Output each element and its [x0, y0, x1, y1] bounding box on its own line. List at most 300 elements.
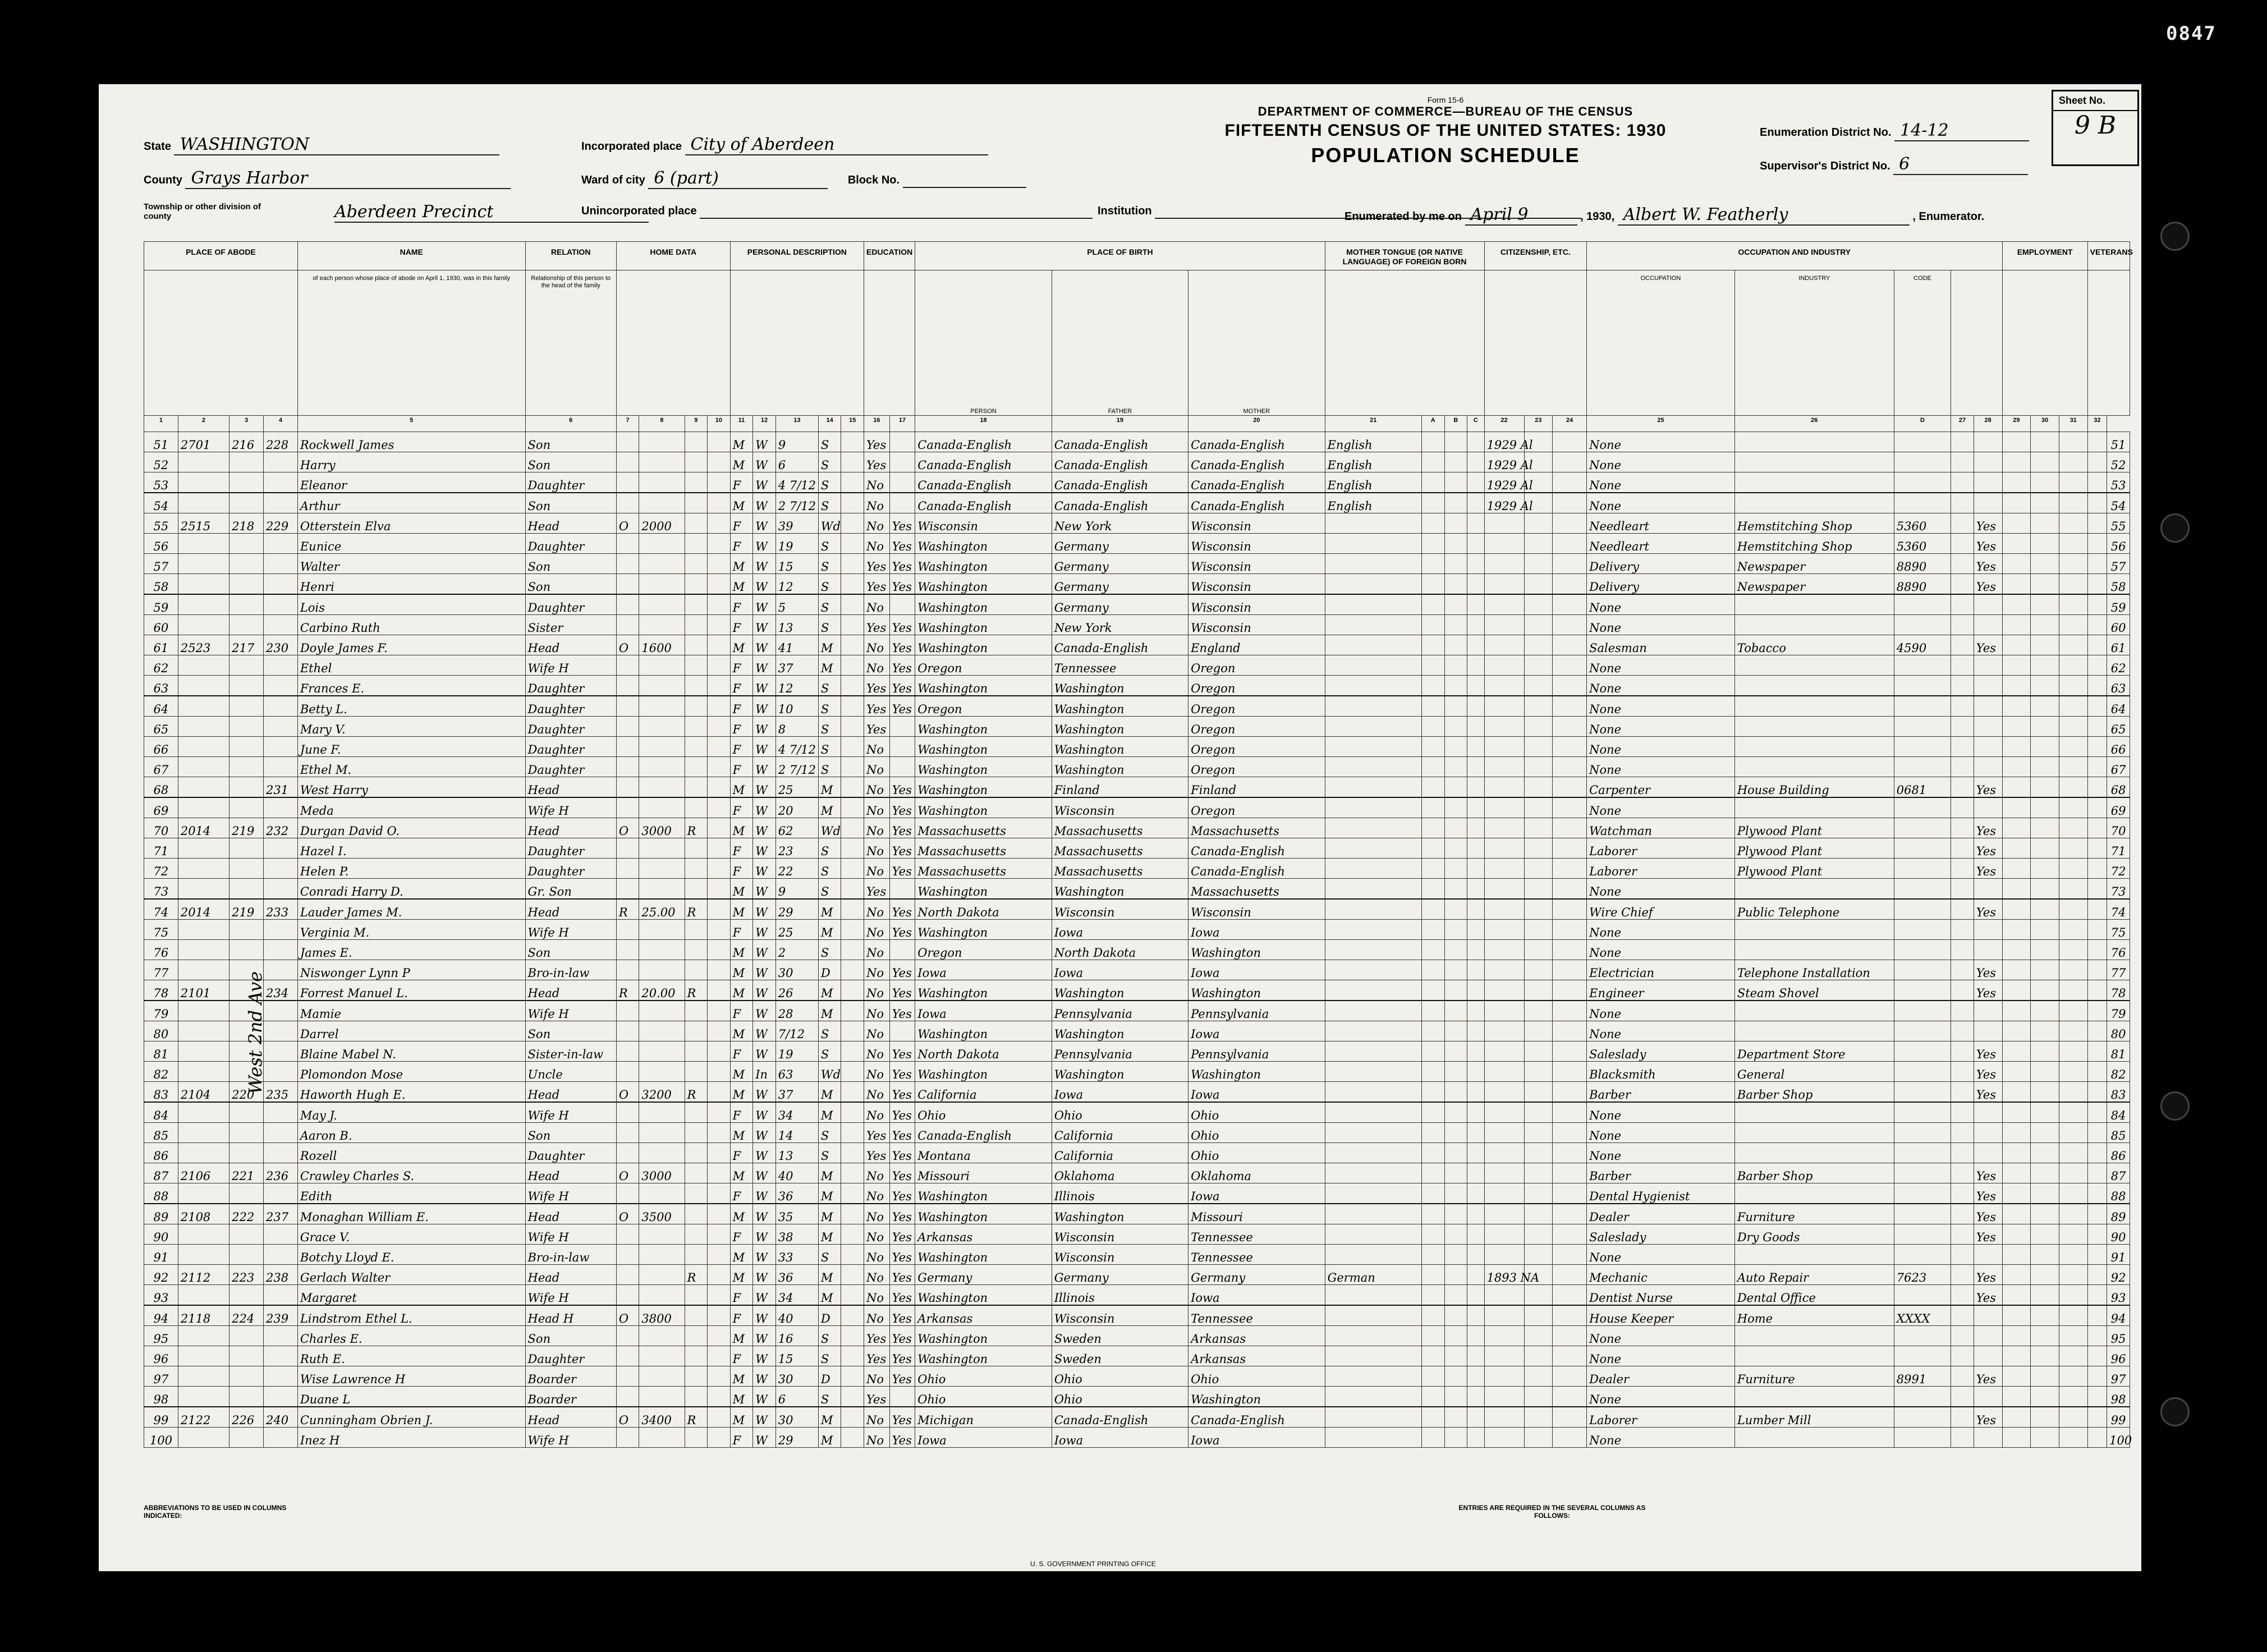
cell-empty: [708, 1183, 731, 1204]
cell-bp: Washington: [915, 574, 1052, 595]
cell-radio: [685, 1245, 708, 1265]
cell-ind: Hemstitching Shop: [1734, 513, 1894, 534]
cell-work: Yes: [1974, 777, 2002, 798]
cell-read: [889, 594, 915, 615]
cell-code: [1894, 757, 1951, 777]
cell-empty: [1422, 737, 1445, 757]
cell-empty: [2031, 1245, 2059, 1265]
table-row: [144, 859, 2130, 879]
cell-empty: [2031, 757, 2059, 777]
cell-tongue: [1325, 777, 1421, 798]
incorporated-label: Incorporated place: [581, 140, 682, 153]
cell-age: 5: [775, 594, 818, 615]
cell-empty: [1467, 635, 1484, 655]
cell-empty: [708, 554, 731, 574]
cell-read: Yes: [889, 554, 915, 574]
cell-house: [178, 1021, 229, 1041]
cell-ln: 93: [144, 1285, 178, 1306]
cell-fam: [263, 1285, 297, 1306]
cell-fam: [263, 1224, 297, 1245]
cell-bp: Washington: [915, 1245, 1052, 1265]
cell-empty: [2087, 1407, 2107, 1428]
cell-empty: [1444, 1183, 1467, 1204]
cell-name: Lindstrom Ethel L.: [297, 1305, 525, 1326]
cell-rel: Son: [525, 554, 616, 574]
column-number: D: [1894, 416, 1951, 432]
cell-bpf: Germany: [1052, 594, 1188, 615]
cell-line-number-right: 78: [2107, 980, 2130, 1001]
cell-empty: [2087, 1163, 2107, 1183]
cell-work: Yes: [1974, 960, 2002, 980]
cell-tenure: [616, 777, 639, 798]
cell-age: 29: [775, 899, 818, 920]
cell-rel: Wife H: [525, 1183, 616, 1204]
cell-dw: [230, 574, 264, 595]
cell-cit: [1484, 777, 1524, 798]
cell-radio: [685, 797, 708, 818]
cell-empty: [1951, 737, 1974, 757]
cell-cit: 1929 Al: [1484, 472, 1524, 493]
cell-bpf: Oklahoma: [1052, 1163, 1188, 1183]
cell-rel: Daughter: [525, 696, 616, 717]
cell-tenure: [616, 472, 639, 493]
cell-empty: [708, 960, 731, 980]
cell-read: Yes: [889, 1245, 915, 1265]
cell-school: No: [864, 1366, 890, 1387]
cell-empty: [1553, 1021, 1587, 1041]
cell-age: 4 7/12: [775, 472, 818, 493]
cell-empty: [1467, 1082, 1484, 1103]
cell-sex: M: [730, 940, 753, 960]
cell-tongue: [1325, 879, 1421, 900]
cell-empty: [2002, 980, 2031, 1001]
cell-empty: [2087, 777, 2107, 798]
cell-occ: Dealer: [1587, 1366, 1735, 1387]
cell-empty: [841, 1245, 864, 1265]
cell-empty: [1951, 1123, 1974, 1143]
table-row: [144, 737, 2130, 757]
cell-empty: [2002, 594, 2031, 615]
cell-race: W: [753, 534, 776, 554]
cell-school: No: [864, 1102, 890, 1123]
cell-rel: Son: [525, 1123, 616, 1143]
cell-read: Yes: [889, 615, 915, 635]
cell-tongue: [1325, 1428, 1421, 1448]
cell-empty: [2031, 534, 2059, 554]
cell-code: [1894, 615, 1951, 635]
cell-bpf: Pennsylvania: [1052, 1041, 1188, 1062]
cell-bpf: Illinois: [1052, 1183, 1188, 1204]
cell-bpf: Tennessee: [1052, 655, 1188, 676]
cell-age: 14: [775, 1123, 818, 1143]
cell-age: 4 7/12: [775, 737, 818, 757]
cell-bpf: Canada-English: [1052, 493, 1188, 513]
cell-value: [639, 594, 685, 615]
cell-house: [178, 1041, 229, 1062]
cell-bpf: Massachusetts: [1052, 859, 1188, 879]
cell-radio: [685, 534, 708, 554]
cell-empty: [2087, 696, 2107, 717]
cell-empty: [1422, 1245, 1445, 1265]
cell-empty: [1553, 1163, 1587, 1183]
name-description: of each person whose place of abode on April 1, 1930, was in this family: [297, 270, 525, 416]
cell-bpm: Massachusetts: [1188, 818, 1325, 838]
cell-empty: [841, 717, 864, 737]
cell-tenure: [616, 1001, 639, 1021]
cell-empty: [1444, 1082, 1467, 1103]
cell-work: Yes: [1974, 1183, 2002, 1204]
cell-empty: [1951, 1265, 1974, 1285]
cell-tenure: [616, 1245, 639, 1265]
cell-empty: [1422, 1305, 1445, 1326]
cell-code: [1894, 1387, 1951, 1407]
cell-name: Botchy Lloyd E.: [297, 1245, 525, 1265]
cell-cit: 1929 Al: [1484, 432, 1524, 452]
cell-line-number-right: 63: [2107, 676, 2130, 696]
cell-ln: 87: [144, 1163, 178, 1183]
cell-race: W: [753, 1224, 776, 1245]
cell-school: No: [864, 472, 890, 493]
cell-line-number-right: 95: [2107, 1326, 2130, 1346]
cell-fam: 235: [263, 1082, 297, 1103]
cell-house: [178, 1143, 229, 1163]
cell-dw: [230, 879, 264, 900]
cell-empty: [1524, 777, 1553, 798]
cell-empty: [1553, 960, 1587, 980]
cell-empty: [1524, 797, 1553, 818]
cell-occ: None: [1587, 1428, 1735, 1448]
cell-empty: [2059, 1001, 2087, 1021]
cell-empty: [841, 1366, 864, 1387]
cell-occ: Saleslady: [1587, 1041, 1735, 1062]
cell-dw: [230, 838, 264, 859]
cell-rel: Daughter: [525, 472, 616, 493]
cell-empty: [708, 717, 731, 737]
cell-empty: [841, 635, 864, 655]
cell-tenure: [616, 1123, 639, 1143]
cell-ind: Dry Goods: [1734, 1224, 1894, 1245]
cell-bpm: Oregon: [1188, 757, 1325, 777]
cell-bp: Massachusetts: [915, 838, 1052, 859]
cell-empty: [2002, 1021, 2031, 1041]
column-number: 19: [1052, 416, 1188, 432]
cell-read: Yes: [889, 696, 915, 717]
cell-tenure: [616, 1062, 639, 1082]
cell-empty: [1467, 696, 1484, 717]
cell-bpf: Iowa: [1052, 960, 1188, 980]
cell-tongue: [1325, 1285, 1421, 1306]
table-row: [144, 1102, 2130, 1123]
column-number: A: [1422, 416, 1445, 432]
cell-value: [639, 574, 685, 595]
cell-bpm: Oregon: [1188, 717, 1325, 737]
cell-sex: F: [730, 797, 753, 818]
cell-bpm: Oregon: [1188, 737, 1325, 757]
cell-empty: [2031, 1407, 2059, 1428]
column-number-row: [144, 416, 2130, 432]
cell-empty: [1422, 899, 1445, 920]
cell-bpm: Oregon: [1188, 655, 1325, 676]
cell-empty: [1422, 777, 1445, 798]
cell-empty: [1553, 980, 1587, 1001]
cell-school: No: [864, 737, 890, 757]
cell-tongue: [1325, 717, 1421, 737]
cell-radio: [685, 676, 708, 696]
census-title: FIFTEENTH CENSUS OF THE UNITED STATES: 1930: [1224, 121, 1667, 140]
cell-empty: [841, 797, 864, 818]
cell-ms: M: [818, 1224, 841, 1245]
cell-empty: [1444, 574, 1467, 595]
cell-bpf: Wisconsin: [1052, 797, 1188, 818]
cell-empty: [2059, 1021, 2087, 1041]
population-table: [144, 241, 2133, 1448]
cell-dw: [230, 1387, 264, 1407]
cell-read: Yes: [889, 1224, 915, 1245]
cell-race: W: [753, 838, 776, 859]
cell-cit: [1484, 635, 1524, 655]
cell-age: 13: [775, 615, 818, 635]
cell-empty: [2002, 1428, 2031, 1448]
cell-tongue: English: [1325, 452, 1421, 472]
cell-bp: Washington: [915, 1326, 1052, 1346]
cell-ln: 63: [144, 676, 178, 696]
cell-empty: [1951, 859, 1974, 879]
cell-empty: [1422, 1021, 1445, 1041]
cell-occ: Salesman: [1587, 635, 1735, 655]
schedule-title: POPULATION SCHEDULE: [1311, 144, 1580, 167]
cell-empty: [1422, 1143, 1445, 1163]
cell-bpf: Wisconsin: [1052, 899, 1188, 920]
citizenship-subcols: [1484, 270, 1587, 416]
cell-dw: [230, 1428, 264, 1448]
cell-empty: [1951, 1224, 1974, 1245]
cell-race: W: [753, 818, 776, 838]
sheet-label: Sheet No.: [2053, 91, 2137, 111]
cell-school: No: [864, 655, 890, 676]
cell-read: Yes: [889, 899, 915, 920]
cell-empty: [1553, 1224, 1587, 1245]
cell-house: 2104: [178, 1082, 229, 1103]
cell-tongue: [1325, 1305, 1421, 1326]
cell-value: [639, 960, 685, 980]
cell-tongue: [1325, 1224, 1421, 1245]
cell-empty: [2087, 1326, 2107, 1346]
cell-tenure: [616, 879, 639, 900]
cell-empty: [708, 635, 731, 655]
cell-empty: [1951, 1204, 1974, 1224]
census-title-block: [1165, 95, 1726, 167]
cell-code: [1894, 717, 1951, 737]
cell-empty: [2031, 1387, 2059, 1407]
cell-ind: [1734, 594, 1894, 615]
cell-bpm: Germany: [1188, 1265, 1325, 1285]
cell-empty: [1553, 1183, 1587, 1204]
cell-empty: [1553, 493, 1587, 513]
cell-empty: [708, 1346, 731, 1366]
cell-line-number-right: 73: [2107, 879, 2130, 900]
cell-name: Wise Lawrence H: [297, 1366, 525, 1387]
cell-tongue: [1325, 635, 1421, 655]
cell-ms: S: [818, 676, 841, 696]
cell-empty: [1553, 1346, 1587, 1366]
state-value: WASHINGTON: [174, 135, 499, 155]
cell-name: Doyle James F.: [297, 635, 525, 655]
cell-rel: Son: [525, 432, 616, 452]
cell-empty: [1524, 1346, 1553, 1366]
table-row: [144, 960, 2130, 980]
home-data-subcols: [616, 270, 730, 416]
column-number: 1: [144, 416, 178, 432]
cell-empty: [1422, 1407, 1445, 1428]
cell-empty: [2087, 676, 2107, 696]
cell-empty: [841, 696, 864, 717]
cell-empty: [1467, 1062, 1484, 1082]
cell-house: 2014: [178, 899, 229, 920]
cell-empty: [1951, 1245, 1974, 1265]
cell-empty: [1524, 635, 1553, 655]
cell-race: W: [753, 676, 776, 696]
cell-line-number-right: 89: [2107, 1204, 2130, 1224]
cell-ind: [1734, 757, 1894, 777]
cell-empty: [1467, 1204, 1484, 1224]
institution-label: Institution: [1098, 205, 1152, 217]
cell-ind: Newspaper: [1734, 554, 1894, 574]
cell-empty: [2002, 737, 2031, 757]
cell-age: 9: [775, 879, 818, 900]
cell-fam: 231: [263, 777, 297, 798]
cell-empty: [708, 1366, 731, 1387]
cell-empty: [1467, 1163, 1484, 1183]
cell-cit: [1484, 717, 1524, 737]
cell-occ: None: [1587, 472, 1735, 493]
cell-ln: 59: [144, 594, 178, 615]
cell-sex: M: [730, 1245, 753, 1265]
cell-rel: Bro-in-law: [525, 1245, 616, 1265]
sheet-value: 9 B: [2074, 111, 2117, 140]
cell-line-number-right: 70: [2107, 818, 2130, 838]
ward-label: Ward of city: [581, 174, 645, 186]
cell-empty: [2031, 717, 2059, 737]
cell-tenure: [616, 554, 639, 574]
cell-ms: S: [818, 1041, 841, 1062]
cell-occ: None: [1587, 717, 1735, 737]
cell-bpm: Washington: [1188, 1387, 1325, 1407]
cell-fam: [263, 1245, 297, 1265]
column-number: 8: [639, 416, 685, 432]
cell-empty: [1524, 534, 1553, 554]
cell-rel: Head: [525, 899, 616, 920]
cell-empty: [841, 960, 864, 980]
cell-race: W: [753, 1346, 776, 1366]
cell-empty: [1951, 1183, 1974, 1204]
cell-occ: None: [1587, 1102, 1735, 1123]
cell-rel: Head: [525, 777, 616, 798]
cell-empty: [1951, 534, 1974, 554]
cell-empty: [2059, 696, 2087, 717]
cell-bp: Iowa: [915, 960, 1052, 980]
cell-house: [178, 737, 229, 757]
cell-sex: M: [730, 777, 753, 798]
cell-empty: [2002, 920, 2031, 940]
column-number: 11: [730, 416, 753, 432]
cell-empty: [1553, 818, 1587, 838]
cell-bp: California: [915, 1082, 1052, 1103]
cell-ms: M: [818, 899, 841, 920]
enumerated-date: April 9: [1465, 205, 1577, 226]
cell-age: 6: [775, 452, 818, 472]
cell-house: [178, 717, 229, 737]
cell-cit: [1484, 1428, 1524, 1448]
cell-tenure: O: [616, 818, 639, 838]
township-value: Aberdeen Precinct: [334, 202, 649, 223]
cell-name: Durgan David O.: [297, 818, 525, 838]
cell-empty: [1524, 1123, 1553, 1143]
cell-empty: [1951, 1001, 1974, 1021]
cell-rel: Daughter: [525, 737, 616, 757]
cell-school: Yes: [864, 676, 890, 696]
cell-house: [178, 1224, 229, 1245]
cell-tenure: R: [616, 980, 639, 1001]
cell-line-number-right: 59: [2107, 594, 2130, 615]
cell-empty: [1951, 452, 1974, 472]
cell-school: Yes: [864, 615, 890, 635]
cell-tongue: [1325, 513, 1421, 534]
cell-empty: [1951, 574, 1974, 595]
cell-empty: [1467, 859, 1484, 879]
cell-fam: [263, 1346, 297, 1366]
cell-empty: [708, 879, 731, 900]
cell-line-number-right: 91: [2107, 1245, 2130, 1265]
cell-work: [1974, 1123, 2002, 1143]
cell-tongue: [1325, 1245, 1421, 1265]
unincorporated-label: Unincorporated place: [581, 205, 697, 217]
cell-work: [1974, 1102, 2002, 1123]
cell-ms: M: [818, 1285, 841, 1306]
cell-empty: [1524, 615, 1553, 635]
cell-empty: [841, 452, 864, 472]
cell-empty: [1951, 1407, 1974, 1428]
cell-empty: [708, 594, 731, 615]
cell-dw: 226: [230, 1407, 264, 1428]
cell-empty: [1444, 899, 1467, 920]
cell-rel: Bro-in-law: [525, 960, 616, 980]
table-row: [144, 1366, 2130, 1387]
cell-empty: [1444, 432, 1467, 452]
cell-ind: [1734, 737, 1894, 757]
column-number: 12: [753, 416, 776, 432]
cell-empty: [1444, 635, 1467, 655]
table-row: [144, 777, 2130, 798]
cell-cit: [1484, 1407, 1524, 1428]
cell-tenure: [616, 1021, 639, 1041]
cell-empty: [2059, 920, 2087, 940]
cell-bp: Ohio: [915, 1102, 1052, 1123]
cell-empty: [841, 432, 864, 452]
cell-age: 37: [775, 655, 818, 676]
cell-ind: [1734, 1001, 1894, 1021]
cell-age: 28: [775, 1001, 818, 1021]
cell-empty: [2002, 1224, 2031, 1245]
cell-bpf: Germany: [1052, 554, 1188, 574]
cell-empty: [2059, 1326, 2087, 1346]
cell-bpm: Canada-English: [1188, 493, 1325, 513]
cell-rel: Head: [525, 635, 616, 655]
cell-cit: [1484, 1123, 1524, 1143]
cell-ms: D: [818, 1366, 841, 1387]
column-number: 17: [889, 416, 915, 432]
cell-bpm: Oregon: [1188, 676, 1325, 696]
ward-value: 6 (part): [648, 168, 828, 189]
